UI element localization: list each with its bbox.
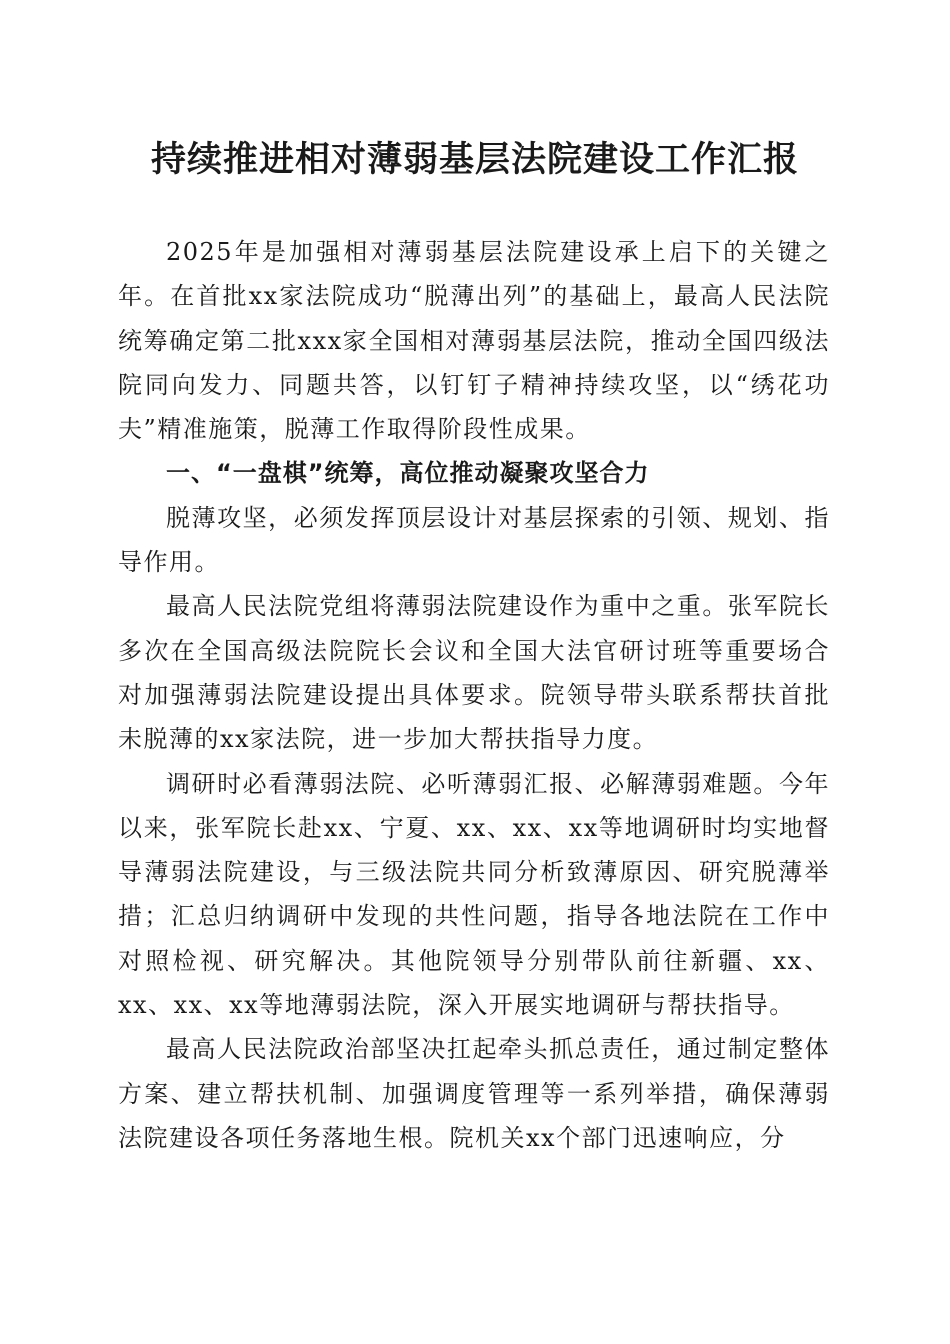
- section-heading-1: 一、“一盘棋”统筹，高位推动凝聚攻坚合力: [166, 459, 650, 488]
- paragraph: 最高人民法院政治部坚决扛起牵头抓总责任，通过制定整体方案、建立帮扶机制、加强调度管理等一系列举措，确保薄弱法院建设各项任务落地生根。院机关xx个部门迅速响应，分: [118, 1035, 830, 1152]
- paragraph: 调研时必看薄弱法院、必听薄弱汇报、必解薄弱难题。今年以来，张军院长赴xx、宁夏、xx、xx、xx等地调研时均实地督导薄弱法院建设，与三级法院共同分析致薄原因、研究脱薄举措；汇总归纳调研中发现的共性问题，指导各地法院在工作中对照检视、研究解决。其他院领导分别带队前往新疆、xx、xx、xx、xx等地薄弱法院，深入开展实地调研与帮扶指导。: [118, 769, 830, 1020]
- paragraph: 脱薄攻坚，必须发挥顶层设计对基层探索的引领、规划、指导作用。: [118, 503, 830, 577]
- document-body: [118, 230, 830, 1160]
- document-title: 持续推进相对薄弱基层法院建设工作汇报: [150, 139, 799, 180]
- paragraph-intro: 2025年是加强相对薄弱基层法院建设承上启下的关键之年。在首批xx家法院成功“脱薄出列”的基础上，最高人民法院统筹确定第二批xxx家全国相对薄弱基层法院，推动全国四级法院同向发力、同题共答，以钉钉子精神持续攻坚，以“绣花功夫”精准施策，脱薄工作取得阶段性成果。: [118, 238, 830, 444]
- paragraph: 最高人民法院党组将薄弱法院建设作为重中之重。张军院长多次在全国高级法院院长会议和全国大法官研讨班等重要场合对加强薄弱法院建设提出具体要求。院领导带头联系帮扶首批未脱薄的xx家法院，进一步加大帮扶指导力度。: [118, 592, 830, 754]
